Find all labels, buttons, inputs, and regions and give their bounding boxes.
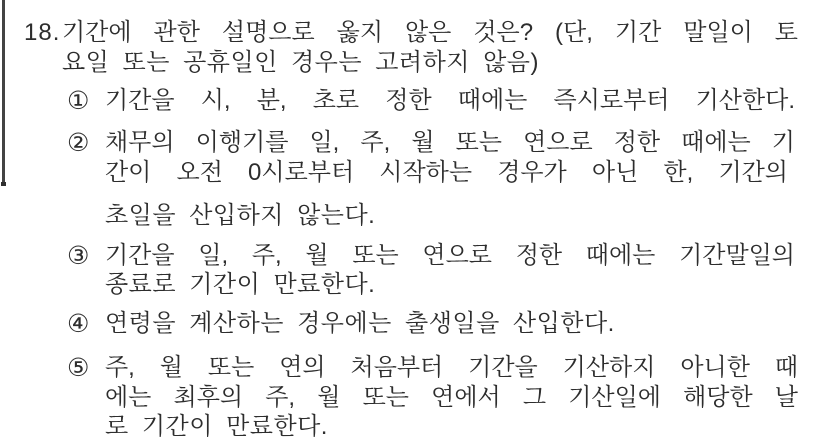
choice-5-marker-icon: ⑤ <box>67 354 90 382</box>
question-prompt-line-1: 기간에 관한 설명으로 옳지 않은 것은? (단, 기간 말일이 토 <box>62 19 798 46</box>
choice-1-marker-icon: ① <box>67 87 90 115</box>
choice-4-text-line-1: 연령을 계산하는 경우에는 출생일을 산입한다. <box>105 310 615 337</box>
choice-3-text-line-1: 기간을 일, 주, 월 또는 연으로 정한 때에는 기간말일의 <box>105 242 795 269</box>
choice-2-marker-icon: ② <box>67 129 90 157</box>
choice-3-text-line-2: 종료로 기간이 만료한다. <box>105 271 376 298</box>
choice-4-marker-icon: ④ <box>67 310 90 338</box>
choice-5-text-line-1: 주, 월 또는 연의 처음부터 기간을 기산하지 아니한 때 <box>105 354 798 381</box>
column-divider-line-tip <box>1 182 6 186</box>
choice-2-text-line-2: 간이 오전 0시로부터 시작하는 경우가 아닌 한, 기간의 <box>105 159 788 186</box>
column-divider-line <box>2 0 5 182</box>
question-number: 18. <box>24 19 61 46</box>
choice-3-marker-icon: ③ <box>67 242 90 270</box>
question-prompt-line-2: 요일 또는 공휴일인 경우는 고려하지 않음) <box>62 49 539 76</box>
choice-2-text-line-1: 채무의 이행기를 일, 주, 월 또는 연으로 정한 때에는 기 <box>105 129 795 156</box>
choice-1-text-line-1: 기간을 시, 분, 초로 정한 때에는 즉시로부터 기산한다. <box>105 87 795 114</box>
choice-5-text-line-2: 에는 최후의 주, 월 또는 연에서 그 기산일에 해당한 날 <box>105 384 798 411</box>
choice-2-text-line-3: 초일을 산입하지 않는다. <box>105 202 376 229</box>
choice-5-text-line-3: 로 기간이 만료한다. <box>105 413 328 440</box>
